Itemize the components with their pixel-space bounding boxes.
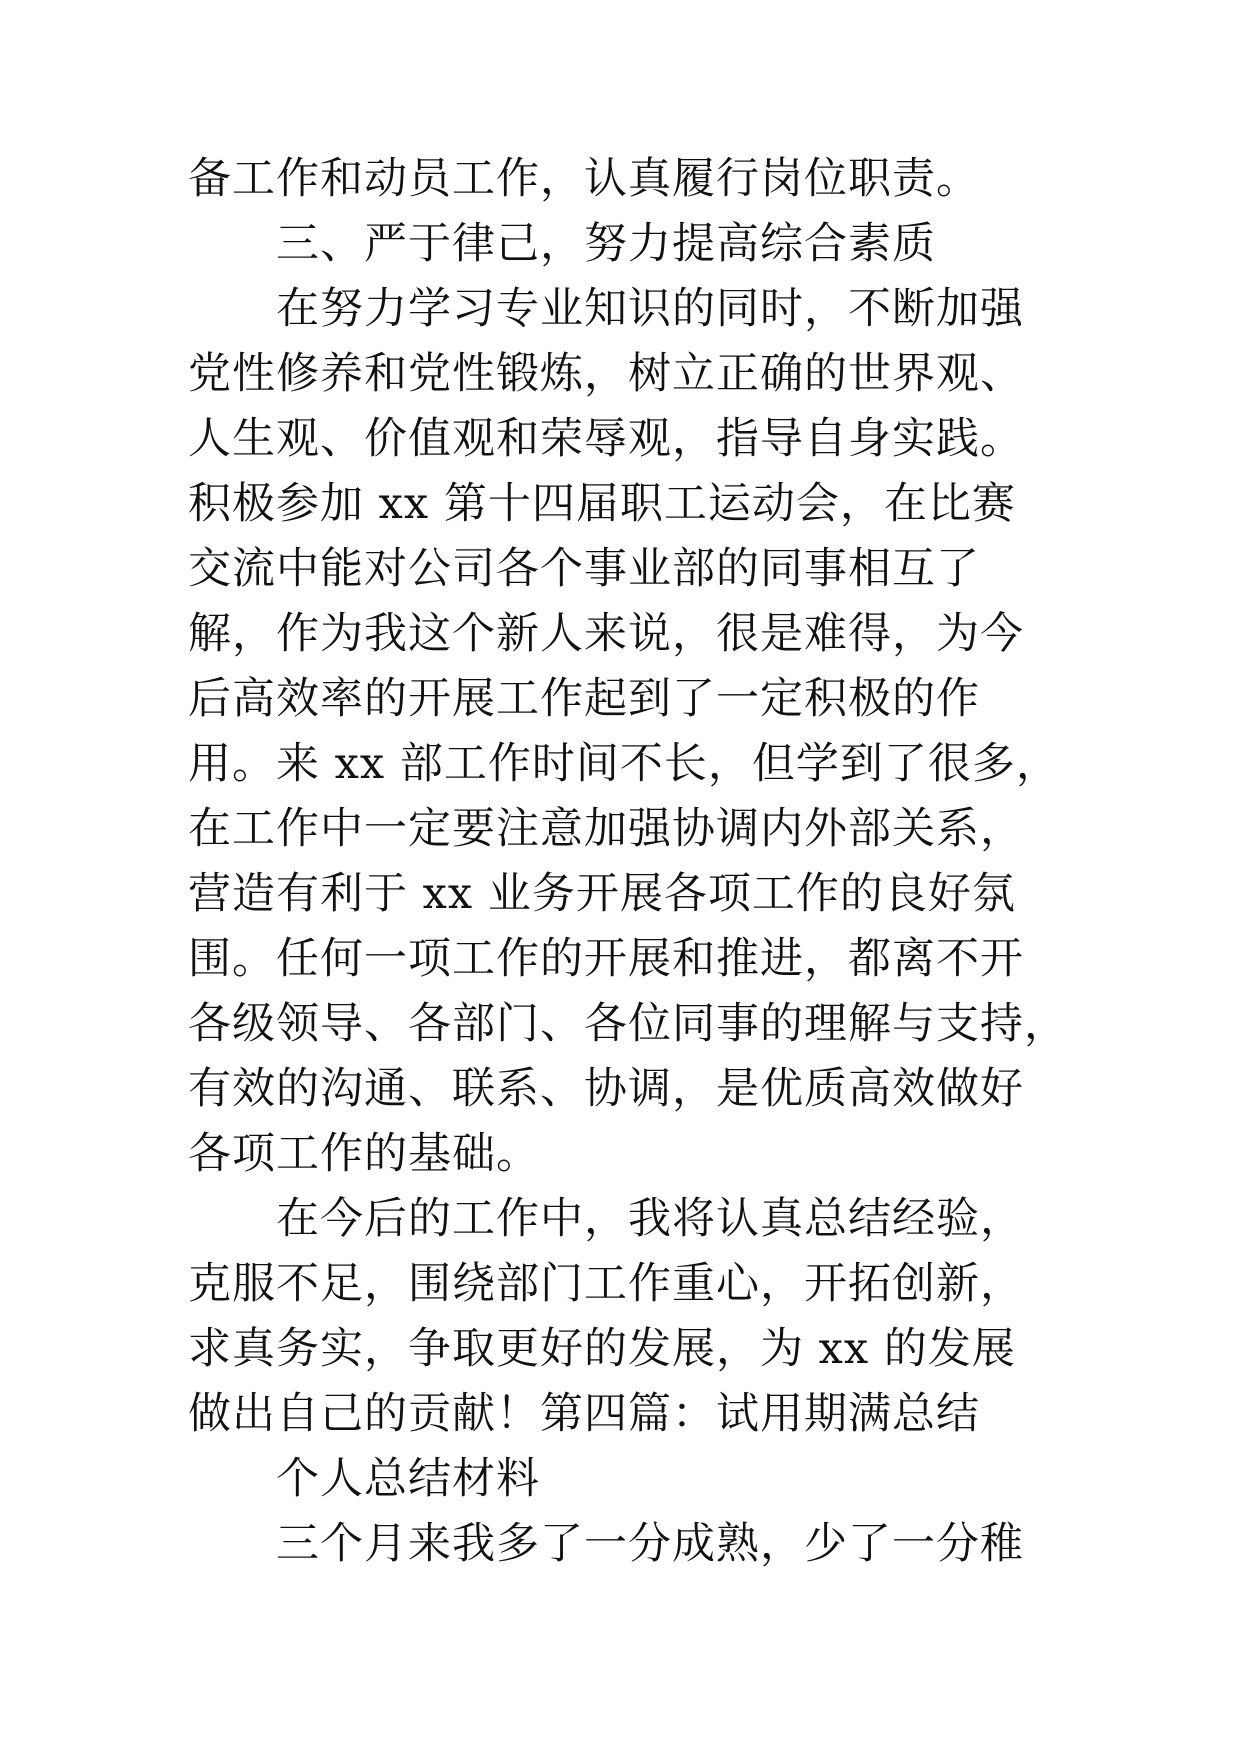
text-line: 围。任何一项工作的开展和推进，都离不开 bbox=[188, 934, 1024, 984]
text-line: 交流中能对公司各个事业部的同事相互了 bbox=[188, 544, 980, 594]
text-line: 积极参加 xx 第十四届职工运动会，在比赛 bbox=[188, 479, 1016, 529]
text-line: 党性修养和党性锻炼，树立正确的世界观、 bbox=[188, 349, 1024, 399]
text-line: 各级领导、各部门、各位同事的理解与支持， bbox=[188, 999, 1068, 1049]
text-line: 解，作为我这个新人来说，很是难得，为今 bbox=[188, 609, 1024, 659]
section-heading: 三、严于律己，努力提高综合素质 bbox=[276, 219, 936, 269]
text-line: 在工作中一定要注意加强协调内外部关系， bbox=[188, 804, 1024, 854]
text-line: 营造有利于 xx 业务开展各项工作的良好氛 bbox=[188, 869, 1016, 919]
text-line: 求真务实，争取更好的发展，为 xx 的发展 bbox=[188, 1324, 1016, 1374]
text-line: 克服不足，围绕部门工作重心，开拓创新， bbox=[188, 1259, 1024, 1309]
text-line: 在努力学习专业知识的同时，不断加强 bbox=[276, 284, 1024, 334]
text-line: 各项工作的基础。 bbox=[188, 1129, 540, 1179]
text-line: 后高效率的开展工作起到了一定积极的作 bbox=[188, 674, 980, 724]
text-line: 三个月来我多了一分成熟，少了一分稚 bbox=[276, 1519, 1024, 1569]
text-line: 人生观、价值观和荣辱观，指导自身实践。 bbox=[188, 414, 1024, 464]
text-line: 在今后的工作中，我将认真总结经验， bbox=[276, 1194, 1024, 1244]
text-line: 做出自己的贡献！第四篇：试用期满总结 bbox=[188, 1389, 980, 1439]
body-text bbox=[188, 147, 1088, 1577]
text-line: 用。来 xx 部工作时间不长，但学到了很多， bbox=[188, 739, 1060, 789]
subtitle-line: 个人总结材料 bbox=[276, 1454, 540, 1504]
text-line: 有效的沟通、联系、协调，是优质高效做好 bbox=[188, 1064, 1024, 1114]
text-line: 备工作和动员工作，认真履行岗位职责。 bbox=[188, 154, 980, 204]
